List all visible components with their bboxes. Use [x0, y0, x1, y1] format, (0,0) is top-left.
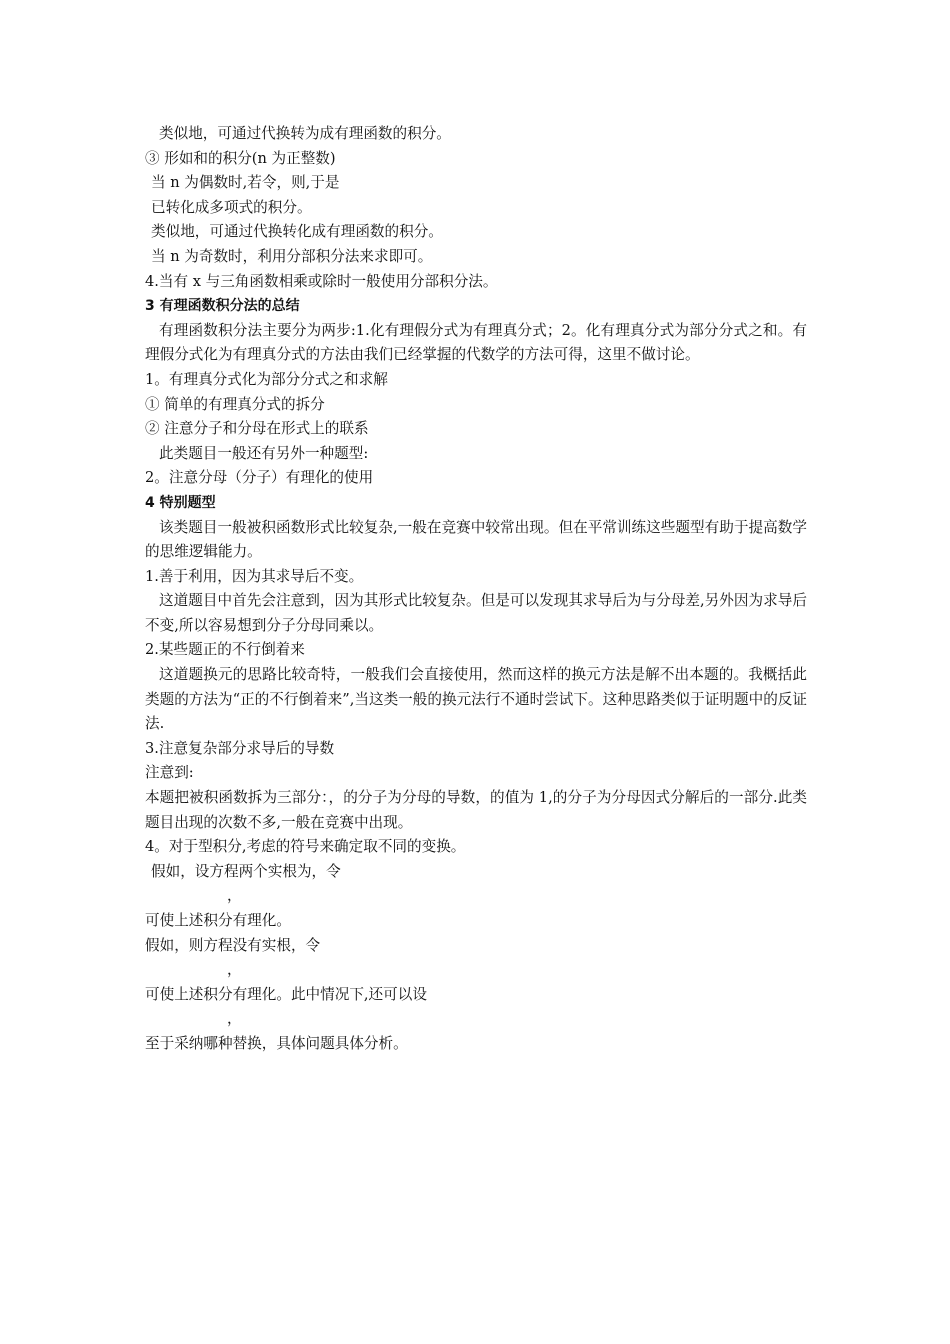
- paragraph: 有理函数积分法主要分为两步:1.化有理假分式为有理真分式；2。化有理真分式为部分分式之和。有理假分式化为有理真分式的方法由我们已经掌握的代数学的方法可得，这里不做讨论。: [145, 321, 807, 364]
- text-line: 类似地，可通过代换转化成有理函数的积分。: [151, 223, 443, 241]
- text-line: 当 n 为偶数时,若令，则,于是: [151, 174, 340, 192]
- text-line: 至于采纳哪种替换，具体问题具体分析。: [145, 1034, 408, 1052]
- text-line: 注意到:: [145, 764, 194, 782]
- text-line: 2.某些题正的不行倒着来: [145, 641, 305, 659]
- text-line: ① 简单的有理真分式的拆分: [145, 395, 325, 413]
- section-heading-4: 4 特别题型: [145, 494, 216, 511]
- formula-placeholder: ，: [227, 887, 242, 905]
- text-line: 可使上述积分有理化。: [145, 912, 291, 929]
- formula-placeholder: ，: [227, 961, 242, 979]
- text-line: 当 n 为奇数时，利用分部积分法来求即可。: [151, 247, 433, 265]
- text-line: ③ 形如和的积分(n 为正整数): [145, 149, 336, 167]
- text-line: 此类题目一般还有另外一种题型:: [159, 444, 369, 462]
- text-line: ② 注意分子和分母在形式上的联系: [145, 420, 369, 438]
- paragraph: 该类题目一般被积函数形式比较复杂,一般在竞赛中较常出现。但在平常训练这些题型有助于提高数学的思维逻辑能力。: [145, 518, 807, 561]
- text-line: 可使上述积分有理化。此中情况下,还可以设: [145, 985, 427, 1003]
- text-line: 4.当有 x 与三角函数相乘或除时一般使用分部积分法。: [145, 272, 498, 290]
- text-line: 1.善于利用，因为其求导后不变。: [145, 567, 364, 585]
- paragraph: 这道题换元的思路比较奇特，一般我们会直接使用，然而这样的换元方法是解不出本题的。我概括此类题的方法为“正的不行倒着来”,当这类一般的换元法行不通时尝试下。这种思路类似于证明题中的反证法.: [145, 666, 807, 733]
- formula-placeholder: ，: [227, 1010, 242, 1028]
- text-line: 假如，设方程两个实根为，令: [151, 862, 341, 880]
- paragraph: 本题把被积函数拆为三部分：，的分子为分母的导数，的值为 1,的分子为分母因式分解后的一部分.此类题目出现的次数不多,一般在竞赛中出现。: [145, 789, 807, 831]
- text-line: 已转化成多项式的积分。: [151, 198, 312, 216]
- text-line: 1。有理真分式化为部分分式之和求解: [145, 370, 388, 388]
- text-line: 4。对于型积分,考虑的符号来确定取不同的变换。: [145, 838, 466, 856]
- text-line: 假如，则方程没有实根，令: [145, 936, 321, 954]
- document-page: [145, 122, 807, 1057]
- section-heading-3: 3 有理函数积分法的总结: [145, 298, 300, 315]
- paragraph: 这道题目中首先会注意到，因为其形式比较复杂。但是可以发现其求导后为与分母差,另外因为求导后不变,所以容易想到分子分母同乘以。: [145, 592, 807, 634]
- text-line: 3.注意复杂部分求导后的导数: [145, 739, 335, 757]
- text-line: 2。注意分母（分子）有理化的使用: [145, 469, 374, 487]
- text-line: 类似地，可通过代换转为成有理函数的积分。: [159, 125, 451, 142]
